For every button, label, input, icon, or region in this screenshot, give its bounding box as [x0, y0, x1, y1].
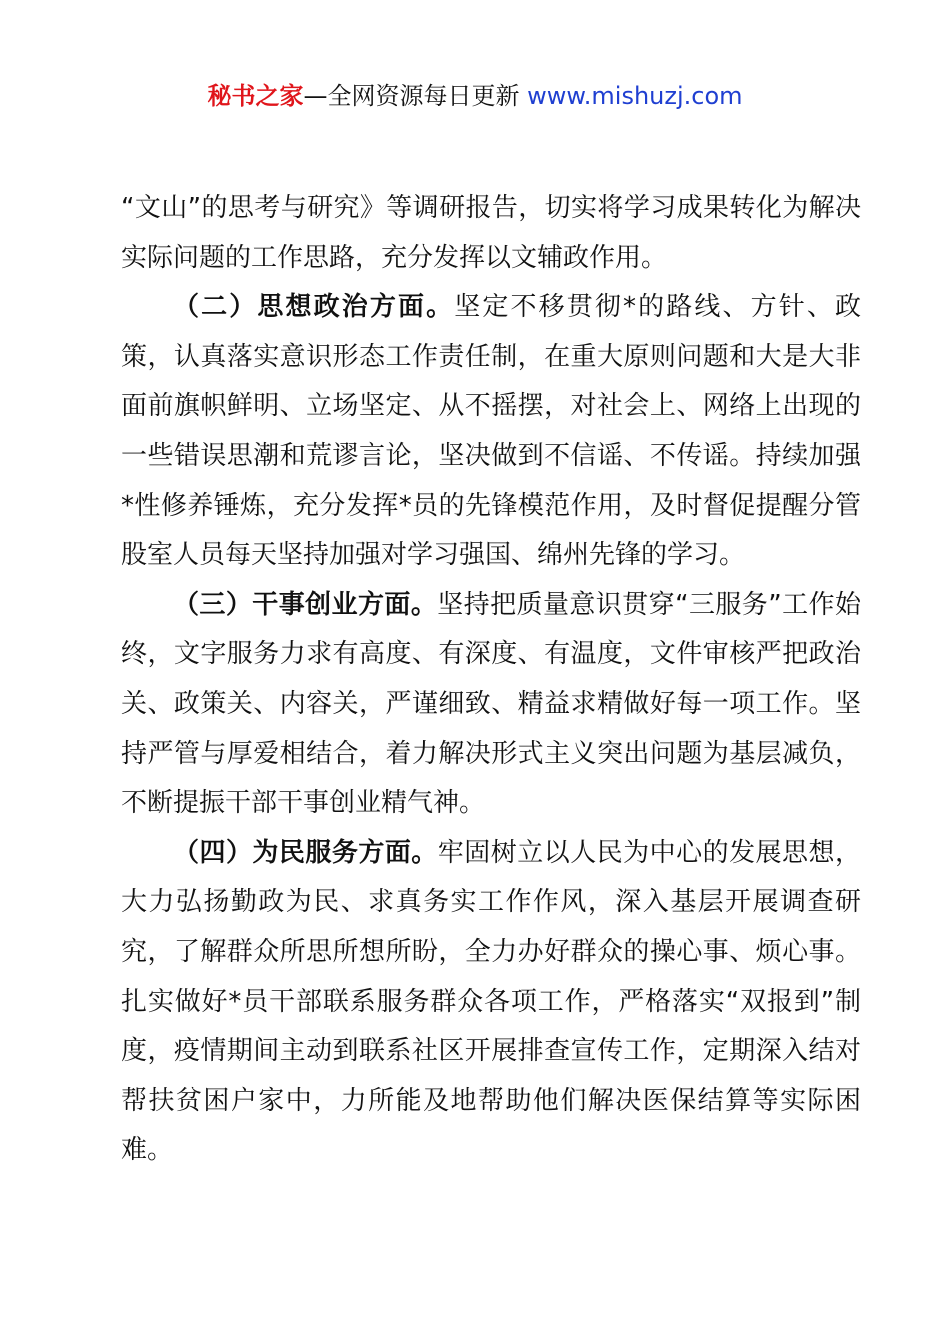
paragraph-ideology	[121, 283, 861, 581]
section-heading: （四）为民服务方面。	[173, 837, 438, 868]
paragraph-text: 牢固树立以人民为中心的发展思想，大力弘扬勤政为民、求真务实工作作风，深入基层开展调查研究，了解群众所思所想所盼，全力办好群众的操心事、烦心事。扎实做好*员干部联系服务群众各项工作，严格落实“双报到”制度，疫情期间主动到联系社区开展排查宣传工作，定期深入结对帮扶贫困户家中，力所能及地帮助他们解决医保结算等实际困难。	[121, 837, 861, 1166]
site-tagline: —全网资源每日更新	[303, 82, 528, 110]
paragraph-text: “文山”的思考与研究》等调研报告，切实将学习成果转化为解决实际问题的工作思路，充分发挥以文辅政作用。	[121, 193, 861, 273]
section-heading: （二）思想政治方面。	[173, 292, 455, 323]
paragraph-continuation	[121, 184, 861, 283]
section-heading: （三）干事创业方面。	[173, 589, 438, 620]
paragraph-text: 坚定不移贯彻*的路线、方针、政策，认真落实意识形态工作责任制，在重大原则问题和大是大非面前旗帜鲜明、立场坚定、从不摇摆，对社会上、网络上出现的一些错误思潮和荒谬言论，坚决做到不信谣、不传谣。持续加强*性修养锤炼，充分发挥*员的先锋模范作用，及时督促提醒分管股室人员每天坚持加强对学习强国、绵州先锋的学习。	[121, 292, 861, 571]
site-url-link[interactable]: www.mishuzj.com	[527, 82, 743, 110]
paragraph-text: 坚持把质量意识贯穿“三服务”工作始终，文字服务力求有高度、有深度、有温度，文件审核严把政治关、政策关、内容关，严谨细致、精益求精做好每一项工作。坚持严管与厚爱相结合，着力解决形式主义突出问题为基层减负，不断提振干部干事创业精气神。	[121, 589, 861, 819]
paragraph-service	[121, 829, 861, 1176]
document-body	[121, 184, 861, 1176]
site-brand: 秘书之家	[207, 82, 304, 110]
site-header	[0, 80, 950, 112]
paragraph-entrepreneurship	[121, 581, 861, 829]
